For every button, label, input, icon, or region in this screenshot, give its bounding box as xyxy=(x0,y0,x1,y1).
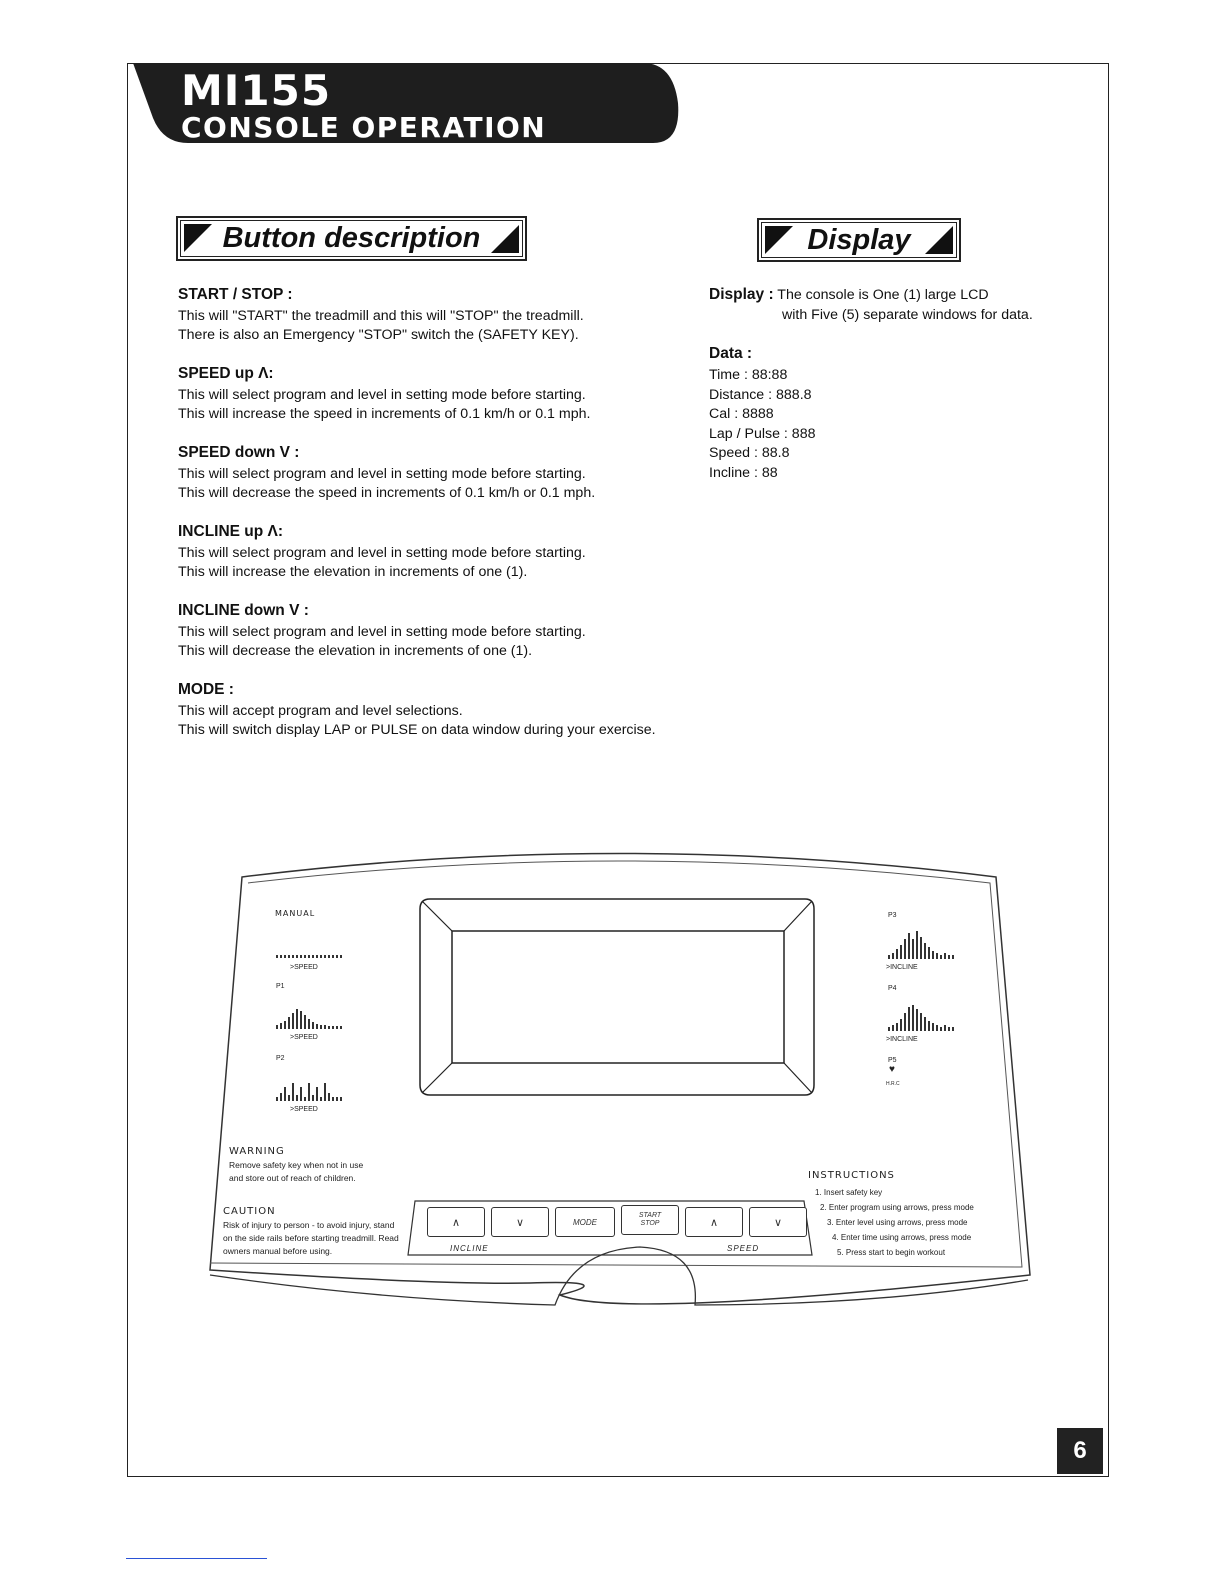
manual-label: MANUAL xyxy=(275,909,316,918)
caution-title: CAUTION xyxy=(223,1206,276,1217)
instruction-item: 1. Insert safety key xyxy=(815,1188,883,1197)
incline-label-p4: >INCLINE xyxy=(886,1036,918,1043)
speed-label-p1: >SPEED xyxy=(290,1034,318,1041)
data-item-time: Time : 88:88 xyxy=(709,367,788,383)
p2-label: P2 xyxy=(276,1055,285,1062)
instructions-list xyxy=(815,1185,974,1260)
data-item-incline: Incline : 88 xyxy=(709,464,778,481)
instruction-item: 5. Press start to begin workout xyxy=(837,1248,946,1257)
p3-label: P3 xyxy=(888,912,897,919)
section-incline-up xyxy=(178,522,718,583)
instruction-item: 4. Enter time using arrows, press mode xyxy=(832,1233,972,1242)
speed-up-button[interactable]: ∧ xyxy=(685,1207,743,1237)
stop-label: STOP xyxy=(640,1220,660,1227)
model-name: MI155 xyxy=(181,66,332,115)
section-line: This will decrease the speed in increments of 0.1 km/h or 0.1 mph. xyxy=(178,485,596,501)
section-incline-down xyxy=(178,601,718,662)
section-line: There is also an Emergency "STOP" switch the (SAFETY KEY). xyxy=(178,327,579,343)
data-heading: Data : xyxy=(709,345,753,362)
section-start-stop xyxy=(178,285,718,346)
hrc-label: H.R.C xyxy=(886,1081,900,1087)
section-speed-down xyxy=(178,443,718,504)
section-line: This will select program and level in setting mode before starting. xyxy=(178,465,586,482)
speed-label: >SPEED xyxy=(290,964,318,971)
section-title: INCLINE up Λ: xyxy=(178,523,284,540)
display-description xyxy=(709,285,1089,325)
speed-down-button[interactable]: ∨ xyxy=(749,1207,807,1237)
caution-text: Risk of injury to person - to avoid injury, stand on the side rails before starting treadmill. Read owners manual before using. xyxy=(223,1220,399,1256)
mode-button[interactable]: MODE xyxy=(555,1207,615,1237)
instruction-item: 3. Enter level using arrows, press mode xyxy=(827,1218,968,1227)
data-item-cal: Cal : 8888 xyxy=(709,406,774,423)
section-title: MODE : xyxy=(178,681,234,698)
section-line: This will select program and level in setting mode before starting. xyxy=(178,623,586,640)
triangle-right-icon xyxy=(491,225,519,253)
display-line-1: The console is One (1) large LCD xyxy=(777,287,989,303)
instructions-title: INSTRUCTIONS xyxy=(808,1170,895,1181)
triangle-left-icon xyxy=(765,226,793,254)
section-title: SPEED up Λ: xyxy=(178,365,274,382)
section-line: This will increase the speed in increments of 0.1 km/h or 0.1 mph. xyxy=(178,406,591,422)
p4-label: P4 xyxy=(888,985,897,992)
button-description-title: Button description xyxy=(222,222,481,254)
section-mode xyxy=(178,680,718,741)
triangle-right-icon xyxy=(925,226,953,254)
incline-group-label: INCLINE xyxy=(450,1244,489,1253)
footer-link-underline[interactable] xyxy=(126,1558,267,1559)
display-title: Display xyxy=(807,223,911,256)
section-title: START / STOP : xyxy=(178,286,293,303)
warning-text: Remove safety key when not in use and store out of reach of children. xyxy=(229,1160,364,1183)
incline-label-p3: >INCLINE xyxy=(886,964,918,971)
heart-icon: ♥ xyxy=(889,1064,895,1075)
speed-group-label: SPEED xyxy=(727,1244,760,1253)
data-item-distance: Distance : 888.8 xyxy=(709,386,812,403)
section-line: This will accept program and level selections. xyxy=(178,702,463,719)
page-number: 6 xyxy=(1057,1428,1103,1474)
triangle-left-icon xyxy=(184,224,212,252)
display-label: Display : xyxy=(709,286,774,303)
data-list xyxy=(709,366,815,484)
button-description-heading xyxy=(176,216,527,261)
data-item-lap-pulse: Lap / Pulse : 888 xyxy=(709,425,816,442)
section-title: SPEED down V : xyxy=(178,444,300,461)
start-stop-button[interactable] xyxy=(621,1205,679,1235)
p1-label: P1 xyxy=(276,983,285,990)
instruction-item: 2. Enter program using arrows, press mode xyxy=(820,1203,974,1212)
section-line: This will select program and level in setting mode before starting. xyxy=(178,386,586,403)
speed-label-p2: >SPEED xyxy=(290,1106,318,1113)
section-speed-up xyxy=(178,364,718,425)
display-heading xyxy=(757,218,961,262)
start-label: START xyxy=(638,1212,662,1219)
section-line: This will decrease the elevation in increments of one (1). xyxy=(178,643,533,659)
data-item-speed: Speed : 88.8 xyxy=(709,445,790,462)
section-line: This will switch display LAP or PULSE on data window during your exercise. xyxy=(178,722,656,738)
section-line: This will increase the elevation in increments of one (1). xyxy=(178,564,528,580)
section-line: This will "START" the treadmill and this will "STOP" the treadmill. xyxy=(178,307,584,324)
section-title: INCLINE down V : xyxy=(178,602,309,619)
section-line: This will select program and level in setting mode before starting. xyxy=(178,544,586,561)
incline-up-button[interactable]: ∧ xyxy=(427,1207,485,1237)
page-subtitle: CONSOLE OPERATION xyxy=(181,111,547,144)
warning-title: WARNING xyxy=(229,1146,285,1157)
p5-label: P5 xyxy=(888,1057,897,1064)
display-line-2: with Five (5) separate windows for data. xyxy=(782,306,1033,323)
incline-down-button[interactable]: ∨ xyxy=(491,1207,549,1237)
